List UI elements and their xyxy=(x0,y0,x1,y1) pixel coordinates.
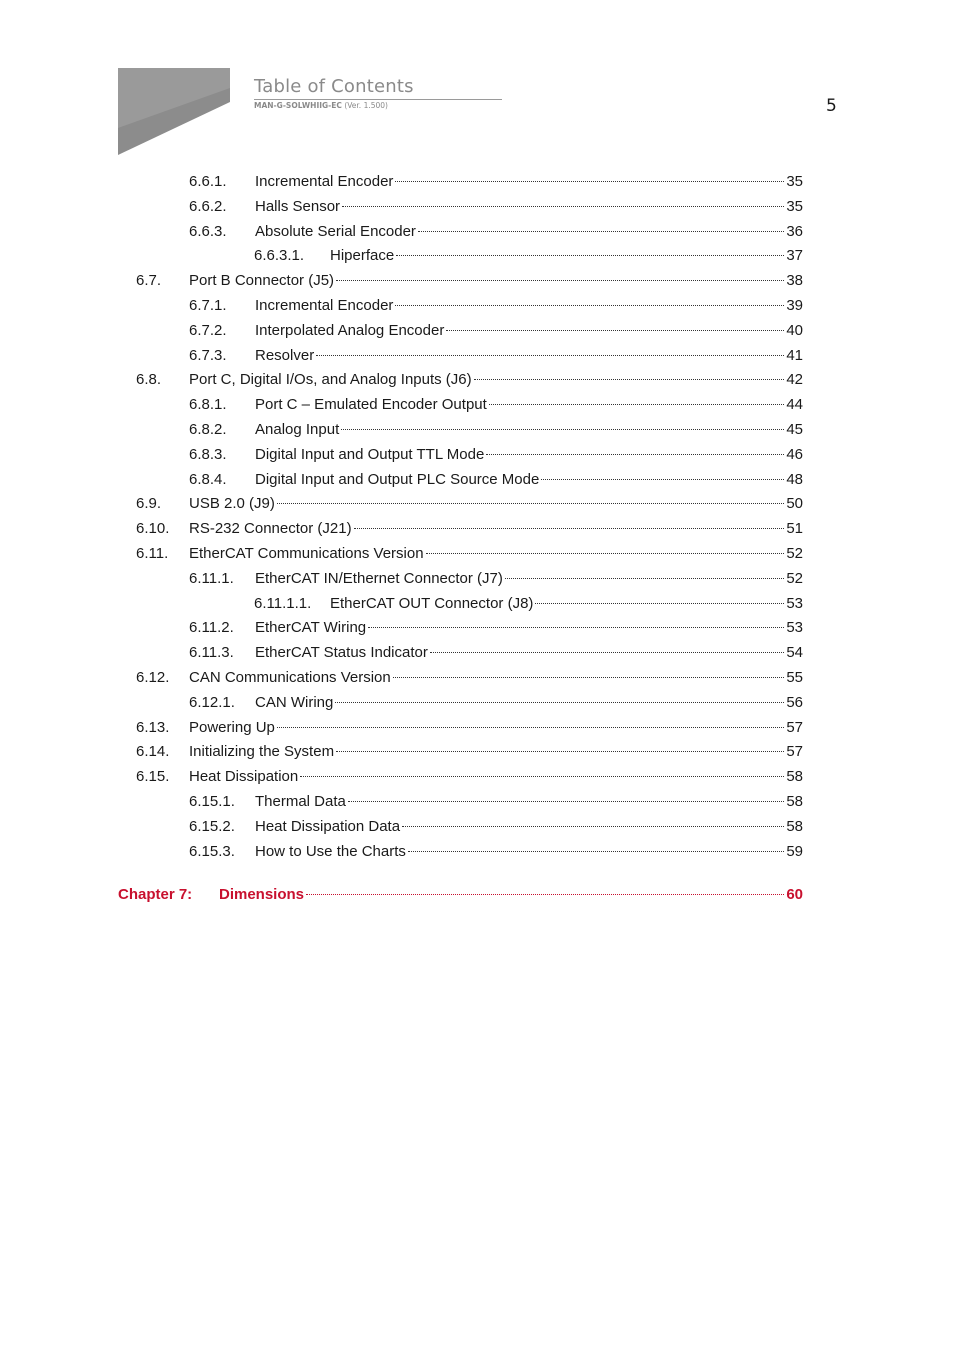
toc-entry-title: EtherCAT IN/Ethernet Connector (J7) xyxy=(255,569,503,587)
toc-dot-leader xyxy=(306,893,784,895)
toc-entry-page: 57 xyxy=(786,743,803,761)
toc-entry-title: Incremental Encoder xyxy=(255,297,394,314)
toc-entry-title: Port C – Emulated Encoder Output xyxy=(255,396,487,414)
toc-entry-page: 45 xyxy=(786,421,803,438)
header-title: Table of Contents xyxy=(254,76,414,97)
toc-entry[interactable] xyxy=(189,791,803,813)
toc-entry-number: 6.7. xyxy=(136,272,162,290)
toc-entry-number: 6.8. xyxy=(136,371,162,389)
toc-entry-page: 57 xyxy=(786,718,803,736)
toc-entry-page: 55 xyxy=(786,669,803,686)
toc-entry[interactable] xyxy=(189,469,803,491)
toc-entry-title: EtherCAT OUT Connector (J8) xyxy=(330,594,534,612)
toc-entry-title: Halls Sensor xyxy=(255,197,341,215)
toc-entry-number: 6.7.2. xyxy=(189,321,227,339)
toc-dot-leader xyxy=(341,428,784,430)
toc-entry-number: 6.11.2. xyxy=(189,619,234,637)
toc-dot-leader xyxy=(336,279,784,281)
toc-entry[interactable] xyxy=(136,518,803,540)
toc-entry-title: Resolver xyxy=(255,346,315,364)
toc-entry-number: 6.9. xyxy=(136,495,162,513)
toc-dot-leader xyxy=(430,651,784,653)
toc-entry[interactable] xyxy=(136,717,803,739)
toc-dot-leader xyxy=(489,403,785,405)
toc-entry-page: 40 xyxy=(786,321,803,339)
toc-entry-page: 41 xyxy=(786,346,803,364)
toc-entry-title: Digital Input and Output PLC Source Mode xyxy=(255,470,540,488)
toc-dot-leader xyxy=(393,676,785,678)
toc-entry-title: CAN Wiring xyxy=(255,693,334,711)
toc-entry[interactable] xyxy=(189,171,803,193)
toc-entry-number: 6.8.4. xyxy=(189,470,227,488)
toc-entry-page: 44 xyxy=(786,396,803,414)
toc-entry-number: 6.8.1. xyxy=(189,396,227,414)
toc-entry-number: 6.15. xyxy=(136,768,170,786)
document-code xyxy=(254,101,388,110)
toc-entry-title: Initializing the System xyxy=(189,743,335,761)
toc-entry[interactable] xyxy=(189,841,803,863)
toc-entry-number: 6.15.2. xyxy=(189,817,235,835)
toc-entry-title: CAN Communications Version xyxy=(189,669,391,686)
toc-entry-page: 50 xyxy=(786,495,803,513)
toc-entry-page: 35 xyxy=(786,197,803,215)
toc-dot-leader xyxy=(336,750,784,752)
toc-entry[interactable] xyxy=(189,221,803,243)
toc-entry-title: Powering Up xyxy=(189,718,275,736)
toc-dot-leader xyxy=(395,180,784,182)
toc-entry-page: 56 xyxy=(786,693,803,711)
toc-entry[interactable] xyxy=(254,593,803,615)
toc-entry-title: Interpolated Analog Encoder xyxy=(255,321,445,339)
toc-dot-leader xyxy=(300,775,784,777)
toc-entry[interactable] xyxy=(136,741,803,763)
toc-entry-title: Heat Dissipation Data xyxy=(255,817,401,835)
toc-entry-page: 52 xyxy=(786,545,803,562)
toc-entry-number: 6.10. xyxy=(136,520,170,538)
toc-entry-page: 38 xyxy=(786,272,803,290)
toc-entry[interactable] xyxy=(136,270,803,292)
toc-entry-title: Hiperface xyxy=(330,247,395,265)
toc-entry-page: 46 xyxy=(786,445,803,463)
toc-entry-title: Digital Input and Output TTL Mode xyxy=(255,445,485,463)
toc-entry-number: 6.7.1. xyxy=(189,297,227,314)
toc-entry-page: 53 xyxy=(786,619,803,637)
toc-chapter-entry[interactable] xyxy=(118,884,803,906)
toc-dot-leader xyxy=(335,701,784,703)
toc-entry[interactable] xyxy=(136,766,803,788)
toc-entry-number: 6.12.1. xyxy=(189,693,235,711)
toc-entry[interactable] xyxy=(189,419,803,441)
toc-dot-leader xyxy=(535,602,784,604)
toc-entry-title: EtherCAT Status Indicator xyxy=(255,644,428,662)
toc-entry[interactable] xyxy=(136,369,803,391)
toc-entry[interactable] xyxy=(189,196,803,218)
toc-entry-page: 37 xyxy=(786,247,803,265)
toc-dot-leader xyxy=(446,329,784,331)
toc-entry[interactable] xyxy=(189,617,803,639)
document-version: (Ver. 1.500) xyxy=(344,101,388,110)
header-divider xyxy=(254,99,502,100)
toc-dot-leader xyxy=(486,453,784,455)
toc-dot-leader xyxy=(396,254,784,256)
toc-entry-number: 6.11.3. xyxy=(189,644,234,662)
toc-entry-title: Analog Input xyxy=(255,421,340,438)
toc-entry-title: Port C, Digital I/Os, and Analog Inputs (J6) xyxy=(189,371,472,389)
toc-entry-number: 6.15.3. xyxy=(189,842,235,860)
toc-entry[interactable] xyxy=(189,816,803,838)
chapter-number: Chapter 7: xyxy=(118,886,193,904)
toc-entry-number: 6.15.1. xyxy=(189,793,235,810)
toc-entry-title: USB 2.0 (J9) xyxy=(189,495,275,513)
toc-entry-number: 6.6.1. xyxy=(189,173,227,190)
toc-entry-page: 58 xyxy=(786,793,803,810)
toc-dot-leader xyxy=(277,726,784,728)
toc-entry-title: Thermal Data xyxy=(255,793,346,810)
toc-dot-leader xyxy=(541,478,784,480)
toc-entry-number: 6.11.1. xyxy=(189,569,234,587)
toc-entry-page: 58 xyxy=(786,817,803,835)
toc-entry[interactable] xyxy=(254,245,803,267)
toc-entry-title: EtherCAT Communications Version xyxy=(189,545,424,562)
toc-entry[interactable] xyxy=(189,320,803,342)
toc-entry-page: 42 xyxy=(786,371,803,389)
toc-entry-title: Incremental Encoder xyxy=(255,173,394,190)
toc-dot-leader xyxy=(316,354,784,356)
chapter-page: 60 xyxy=(786,886,803,904)
toc-dot-leader xyxy=(418,230,784,232)
toc-entry-page: 35 xyxy=(786,173,803,190)
page-number: 5 xyxy=(826,96,837,116)
toc-entry-number: 6.11.1.1. xyxy=(254,594,312,612)
toc-entry-number: 6.14. xyxy=(136,743,170,761)
toc-entry[interactable] xyxy=(189,394,803,416)
toc-entry-number: 6.8.2. xyxy=(189,421,227,438)
toc-entry-number: 6.6.3. xyxy=(189,222,227,240)
toc-dot-leader xyxy=(474,378,785,380)
toc-dot-leader xyxy=(342,205,784,207)
toc-dot-leader xyxy=(395,304,784,306)
toc-entry[interactable] xyxy=(189,568,803,590)
toc-dot-leader xyxy=(505,577,784,579)
company-logo xyxy=(118,68,230,155)
toc-entry[interactable] xyxy=(136,493,803,515)
toc-dot-leader xyxy=(402,825,784,827)
toc-entry-title: Port B Connector (J5) xyxy=(189,272,335,290)
toc-entry-number: 6.13. xyxy=(136,718,170,736)
document-code-id: MAN-G-SOLWHIIG-EC xyxy=(254,101,342,110)
toc-dot-leader xyxy=(277,502,784,504)
toc-entry[interactable] xyxy=(136,667,803,689)
toc-entry-page: 39 xyxy=(786,297,803,314)
toc-entry-number: 6.8.3. xyxy=(189,445,227,463)
toc-entry-title: Absolute Serial Encoder xyxy=(255,222,416,240)
chapter-title: Dimensions xyxy=(219,886,305,904)
toc-entry-number: 6.11. xyxy=(136,545,169,562)
toc-entry-page: 53 xyxy=(786,594,803,612)
toc-entry-number: 6.6.2. xyxy=(189,197,227,215)
toc-entry-page: 59 xyxy=(786,842,803,860)
toc-dot-leader xyxy=(368,626,784,628)
toc-dot-leader xyxy=(426,552,785,554)
toc-dot-leader xyxy=(348,800,784,802)
toc-entry[interactable] xyxy=(189,345,803,367)
toc-entry[interactable] xyxy=(189,642,803,664)
toc-entry-title: RS-232 Connector (J21) xyxy=(189,520,352,538)
toc-entry-page: 54 xyxy=(786,644,803,662)
toc-entry[interactable] xyxy=(189,692,803,714)
toc-entry-page: 48 xyxy=(786,470,803,488)
toc-entry-number: 6.6.3.1. xyxy=(254,247,305,265)
toc-entry[interactable] xyxy=(189,444,803,466)
toc-entry-title: EtherCAT Wiring xyxy=(255,619,367,637)
toc-entry-number: 6.12. xyxy=(136,669,170,686)
toc-entry-title: Heat Dissipation xyxy=(189,768,299,786)
toc-entry-page: 36 xyxy=(786,222,803,240)
toc-entry-page: 52 xyxy=(786,569,803,587)
toc-entry-page: 58 xyxy=(786,768,803,786)
toc-entry[interactable] xyxy=(189,295,803,317)
toc-dot-leader xyxy=(354,527,785,529)
toc-entry-page: 51 xyxy=(786,520,803,538)
toc-entry[interactable] xyxy=(136,543,803,565)
toc-dot-leader xyxy=(408,850,784,852)
toc-entry-title: How to Use the Charts xyxy=(255,842,406,860)
toc-entry-number: 6.7.3. xyxy=(189,346,227,364)
